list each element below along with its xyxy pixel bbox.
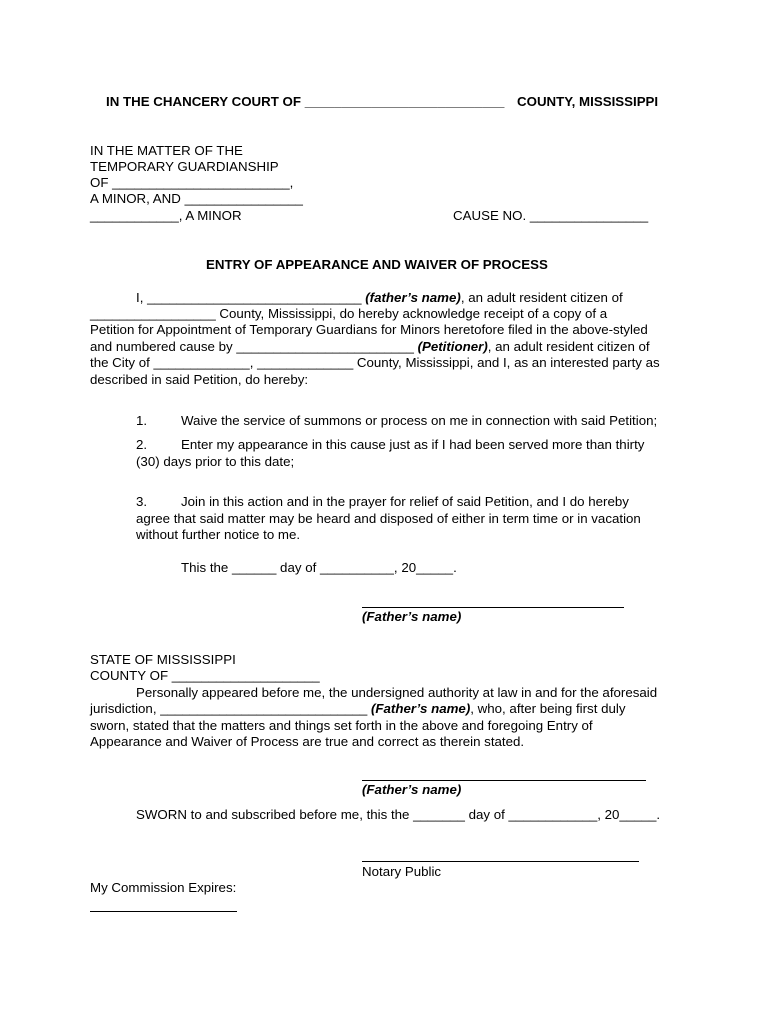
item-3-line-1: Join in this action and in the prayer for relief of said Petition, and I do hereby <box>181 494 629 509</box>
signature-line-2 <box>362 780 646 781</box>
notary-line-1: Personally appeared before me, the undersigned authority at law in and for the aforesaid <box>136 685 658 700</box>
item-3-line-3: without further notice to me. <box>136 527 301 542</box>
notary-public-label: Notary Public <box>362 864 442 879</box>
item-2-line-1: Enter my appearance in this cause just as if I had been served more than thirty <box>181 437 645 452</box>
petitioner-label: (Petitioner) <box>417 339 488 354</box>
item-1-line-1: Waive the service of summons or process on me in connection with said Petition; <box>181 413 658 428</box>
body-line-3: Petition for Appointment of Temporary Guardians for Minors heretofore filed in the above-styled <box>90 322 648 337</box>
body-line-5: the City of _____________, _____________ County, Mississippi, and I, as an interested party as <box>90 355 660 370</box>
body-line-2: _________________ County, Mississippi, do hereby acknowledge receipt of a copy of a <box>90 306 608 321</box>
item-1-number: 1. <box>136 413 148 428</box>
notary-line-3: sworn, stated that the matters and things set forth in the above and foregoing Entry of <box>90 718 593 733</box>
caption-line-2: TEMPORARY GUARDIANSHIP <box>90 159 279 174</box>
notary-line-2c: , who, after being first duly <box>470 701 626 716</box>
notary-line-4: Appearance and Waiver of Process are true and correct as therein stated. <box>90 734 525 749</box>
item-3-number: 3. <box>136 494 148 509</box>
date-line: This the ______ day of __________, 20_____. <box>181 560 457 575</box>
body-line-6: described in said Petition, do hereby: <box>90 372 309 387</box>
notary-line-2 <box>90 701 625 717</box>
signature-line-1 <box>362 607 624 608</box>
document-title: ENTRY OF APPEARANCE AND WAIVER OF PROCESS <box>206 257 548 272</box>
caption-line-1: IN THE MATTER OF THE <box>90 143 243 158</box>
signature-2-label: (Father’s name) <box>362 782 462 797</box>
sworn-line: SWORN to and subscribed before me, this the _______ day of ____________, 20_____. <box>136 807 661 822</box>
cause-number: CAUSE NO. ________________ <box>453 208 649 223</box>
caption-line-3: OF ________________________, <box>90 175 294 190</box>
notary-signature-line <box>362 861 639 862</box>
caption-line-4: A MINOR, AND ________________ <box>90 191 303 206</box>
notary-county: COUNTY OF ____________________ <box>90 668 320 683</box>
court-header-suffix: COUNTY, MISSISSIPPI <box>517 94 659 109</box>
commission-date-line <box>90 911 237 912</box>
body-line-4c: , an adult resident citizen of <box>487 339 650 354</box>
commission-expires-label: My Commission Expires: <box>90 880 237 895</box>
item-2-number: 2. <box>136 437 148 452</box>
body-line-1a: I, _____________________________ <box>136 290 362 305</box>
item-2-line-2: (30) days prior to this date; <box>136 454 295 469</box>
item-3-line-2: agree that said matter may be heard and disposed of either in term time or in vacation <box>136 511 641 526</box>
body-line-4a: and numbered cause by ________________________ <box>90 339 414 354</box>
notary-state: STATE OF MISSISSIPPI <box>90 652 236 667</box>
body-line-4 <box>90 339 650 355</box>
signature-1-label: (Father’s name) <box>362 609 462 624</box>
notary-line-2a: jurisdiction, ____________________________ <box>90 701 368 716</box>
fathers-name-label: (father’s name) <box>365 290 461 305</box>
body-line-1c: , an adult resident citizen of <box>460 290 623 305</box>
notary-fathers-name: (Father’s name) <box>370 701 471 716</box>
court-header-prefix: IN THE CHANCERY COURT OF ___________________________ <box>106 94 505 109</box>
body-line-1 <box>136 290 623 306</box>
caption-line-5: ____________, A MINOR <box>90 208 242 223</box>
